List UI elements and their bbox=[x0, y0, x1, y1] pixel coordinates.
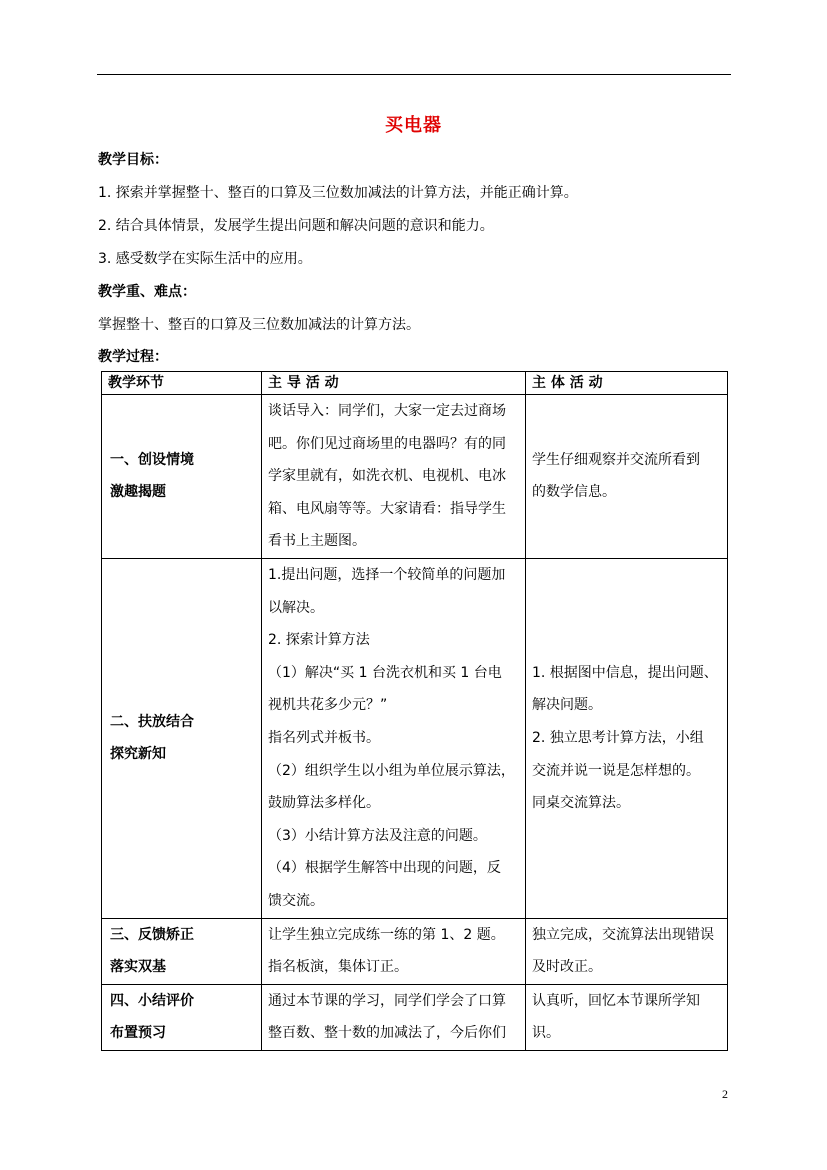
activity-line: 交流并说一说是怎样想的。 bbox=[532, 762, 700, 779]
activity-line: 馈交流。 bbox=[268, 892, 324, 909]
activity-line: （2）组织学生以小组为单位展示算法， bbox=[268, 762, 515, 779]
stage-line: 一、创设情境 bbox=[110, 451, 194, 468]
stage-line: 三、反馈矫正 bbox=[110, 926, 194, 943]
stage-line: 探究新知 bbox=[110, 746, 166, 763]
header-student-activity: 主 体 活 动 bbox=[526, 372, 728, 395]
activity-line: 吧。你们见过商场里的电器吗？有的同 bbox=[268, 435, 506, 452]
stage-line: 四、小结评价 bbox=[110, 992, 194, 1009]
activity-line: 1. 根据图中信息，提出问题、 bbox=[532, 664, 718, 681]
process-heading: 教学过程： bbox=[98, 349, 168, 365]
objectives-heading: 教学目标： bbox=[98, 152, 168, 168]
activity-line: 的数学信息。 bbox=[532, 484, 616, 501]
activity-line: （1）解决“买 1 台洗衣机和买 1 台电 bbox=[268, 664, 502, 681]
student-activity-cell bbox=[526, 984, 728, 1050]
activity-line: （3）小结计算方法及注意的问题。 bbox=[268, 827, 487, 844]
table-row bbox=[102, 918, 728, 984]
activity-line: 认真听，回忆本节课所学知识。 bbox=[532, 992, 700, 1042]
teacher-activity-cell bbox=[262, 395, 526, 559]
stage-line: 布置预习 bbox=[110, 1025, 166, 1042]
activity-line: 学家里就有，如洗衣机、电视机、电冰 bbox=[268, 468, 506, 485]
teacher-activity-cell bbox=[262, 558, 526, 918]
key-points-heading: 教学重、难点： bbox=[98, 284, 196, 300]
activity-line: 谈话导入：同学们，大家一定去过商场 bbox=[268, 403, 506, 419]
activity-line: 解决问题。 bbox=[532, 697, 602, 714]
activity-line: 箱、电风扇等等。大家请看：指导学生 bbox=[268, 500, 506, 517]
teacher-activity-cell bbox=[262, 984, 526, 1050]
activity-line: 2. 独立思考计算方法，小组 bbox=[532, 729, 704, 746]
activity-line: 指名列式并板书。 bbox=[268, 729, 380, 746]
activity-line: 学生仔细观察并交流所看到 bbox=[532, 451, 700, 468]
stage-cell bbox=[102, 395, 262, 559]
stage-line: 落实双基 bbox=[110, 959, 166, 976]
activity-line: 通过本节课的学习，同学们学会了口算 bbox=[268, 992, 506, 1009]
activity-line: 独立完成，交流算法出现错误 bbox=[532, 926, 714, 943]
student-activity-cell bbox=[526, 558, 728, 918]
page-number: 2 bbox=[722, 1087, 728, 1101]
activity-line: （4）根据学生解答中出现的问题，反 bbox=[268, 860, 501, 877]
activity-line: 看书上主题图。 bbox=[268, 533, 366, 550]
activity-line: 及时改正。 bbox=[532, 959, 602, 976]
header-teacher-activity: 主 导 活 动 bbox=[262, 372, 526, 395]
activity-line: 整百数、整十数的加减法了，今后你们 bbox=[268, 1025, 506, 1042]
activity-line: 视机共花多少元？” bbox=[268, 697, 388, 714]
table-row bbox=[102, 984, 728, 1050]
activity-line: 让学生独立完成练一练的第 1、2 题。 bbox=[268, 926, 505, 943]
table-header-row bbox=[102, 372, 728, 395]
objective-item-3: 3. 感受数学在实际生活中的应用。 bbox=[98, 251, 312, 267]
objective-item-1: 1. 探索并掌握整十、整百的口算及三位数加减法的计算方法，并能正确计算。 bbox=[98, 185, 578, 201]
header-rule bbox=[97, 74, 731, 75]
key-points-text: 掌握整十、整百的口算及三位数加减法的计算方法。 bbox=[98, 317, 420, 333]
stage-cell bbox=[102, 984, 262, 1050]
table-row bbox=[102, 558, 728, 918]
stage-cell bbox=[102, 918, 262, 984]
header-stage: 教学环节 bbox=[102, 372, 262, 395]
stage-cell bbox=[102, 558, 262, 918]
activity-line: 2. 探索计算方法 bbox=[268, 632, 370, 649]
teacher-activity-cell bbox=[262, 918, 526, 984]
activity-line: 鼓励算法多样化。 bbox=[268, 795, 380, 812]
student-activity-cell bbox=[526, 918, 728, 984]
document-title: 买电器 bbox=[385, 115, 442, 136]
objective-item-2: 2. 结合具体情景，发展学生提出问题和解决问题的意识和能力。 bbox=[98, 218, 494, 234]
activity-line: 同桌交流算法。 bbox=[532, 795, 630, 812]
stage-line: 激趣揭题 bbox=[110, 484, 166, 501]
activity-line: 以解决。 bbox=[268, 599, 324, 616]
activity-line: 1.提出问题，选择一个较简单的问题加 bbox=[268, 566, 506, 583]
table-row bbox=[102, 395, 728, 559]
student-activity-cell bbox=[526, 395, 728, 559]
lesson-process-table bbox=[101, 371, 728, 1051]
activity-line: 指名板演，集体订正。 bbox=[268, 959, 408, 976]
stage-line: 二、扶放结合 bbox=[110, 713, 194, 730]
